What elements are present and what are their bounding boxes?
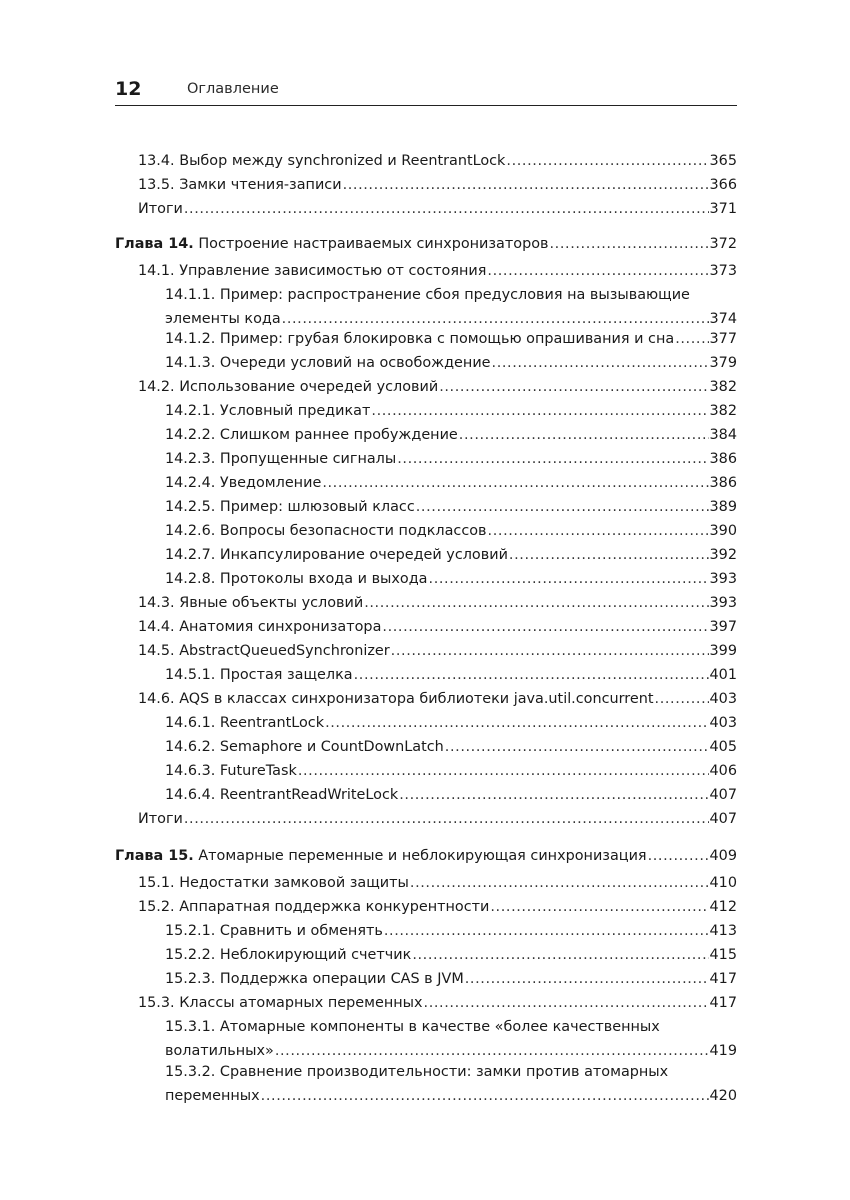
dot-leader bbox=[439, 375, 708, 399]
toc-entry[interactable] bbox=[165, 943, 737, 967]
toc-entry-page: 413 bbox=[709, 923, 737, 939]
running-title: Оглавление bbox=[187, 81, 279, 97]
dot-leader bbox=[459, 423, 709, 447]
toc-entry-page: 412 bbox=[709, 899, 737, 915]
toc-entry-label: 14.2.8. Протоколы входа и выхода bbox=[165, 571, 428, 587]
toc-entry-label: 14.6.1. ReentrantLock bbox=[165, 715, 325, 731]
toc-entry[interactable] bbox=[165, 351, 737, 375]
dot-leader bbox=[261, 1084, 709, 1108]
toc-entry[interactable] bbox=[165, 447, 737, 471]
toc-entry-label: 14.6.2. Semaphore и CountDownLatch bbox=[165, 739, 444, 755]
dot-leader bbox=[384, 919, 709, 943]
dot-leader bbox=[391, 639, 709, 663]
toc-entry-page: 417 bbox=[709, 971, 737, 987]
toc-entry-label: 15.2.1. Сравнить и обменять bbox=[165, 923, 383, 939]
toc-entry[interactable] bbox=[165, 567, 737, 591]
dot-leader bbox=[354, 663, 709, 687]
toc-entry[interactable] bbox=[165, 919, 737, 943]
toc-entry-page: 379 bbox=[709, 355, 737, 371]
toc-entry[interactable] bbox=[138, 197, 737, 221]
toc-entry[interactable] bbox=[138, 149, 737, 173]
toc-entry[interactable] bbox=[165, 543, 737, 567]
toc-chapter-entry[interactable] bbox=[115, 844, 737, 868]
toc-entry[interactable] bbox=[165, 711, 737, 735]
toc-chapter-entry[interactable] bbox=[115, 232, 737, 256]
toc-entry[interactable] bbox=[165, 423, 737, 447]
dot-leader bbox=[399, 783, 708, 807]
toc-entry-label: 14.6.4. ReentrantReadWriteLock bbox=[165, 787, 399, 803]
toc-entry-label: 14.4. Анатомия синхронизатора bbox=[138, 619, 382, 635]
toc-entry-page: 386 bbox=[709, 451, 737, 467]
toc-entry-label-line1: 14.1.1. Пример: распространение сбоя предусловия на вызывающие bbox=[165, 287, 690, 303]
toc-entry[interactable] bbox=[138, 615, 737, 639]
toc-entry-page: 377 bbox=[709, 331, 737, 347]
dot-leader bbox=[325, 711, 708, 735]
toc-entry[interactable] bbox=[165, 495, 737, 519]
toc-entry-label: 14.2. Использование очередей условий bbox=[138, 379, 439, 395]
dot-leader bbox=[322, 471, 708, 495]
dot-leader bbox=[397, 447, 708, 471]
toc-entry-page: 372 bbox=[709, 236, 737, 252]
toc-entry-label: переменных bbox=[165, 1088, 260, 1104]
toc-entry-label: 14.2.4. Уведомление bbox=[165, 475, 322, 491]
toc-entry-label: 15.1. Недостатки замковой защиты bbox=[138, 875, 409, 891]
dot-leader bbox=[445, 735, 709, 759]
toc-entry-page: 382 bbox=[709, 379, 737, 395]
dot-leader bbox=[509, 543, 709, 567]
toc-entry-page: 392 bbox=[709, 547, 737, 563]
dot-leader bbox=[488, 519, 709, 543]
toc-entry-page: 406 bbox=[709, 763, 737, 779]
toc-entry-page: 399 bbox=[709, 643, 737, 659]
toc-entry-label: элементы кода bbox=[165, 311, 281, 327]
dot-leader bbox=[429, 567, 709, 591]
toc-entry[interactable] bbox=[165, 519, 737, 543]
toc-entry-page: 403 bbox=[709, 715, 737, 731]
dot-leader bbox=[492, 351, 709, 375]
toc-entry-page: 390 bbox=[709, 523, 737, 539]
toc-entry-label: 14.5.1. Простая защелка bbox=[165, 667, 353, 683]
dot-leader bbox=[424, 991, 709, 1015]
toc-entry-page: 415 bbox=[709, 947, 737, 963]
toc-entry-page: 393 bbox=[709, 571, 737, 587]
toc-entry-page: 407 bbox=[709, 811, 737, 827]
toc-entry-label: Итоги bbox=[138, 201, 183, 217]
toc-entry-page: 405 bbox=[709, 739, 737, 755]
toc-entry[interactable] bbox=[138, 991, 737, 1015]
toc-entry-label: 15.3. Классы атомарных переменных bbox=[138, 995, 423, 1011]
toc-entry-page: 410 bbox=[709, 875, 737, 891]
toc-entry-label-line1: 15.3.2. Сравнение производительности: замки против атомарных bbox=[165, 1064, 669, 1080]
toc-entry-page: 366 bbox=[709, 177, 737, 193]
toc-entry-label: 15.2.2. Неблокирующий счетчик bbox=[165, 947, 412, 963]
toc-entry-label: 14.3. Явные объекты условий bbox=[138, 595, 364, 611]
dot-leader bbox=[550, 232, 709, 256]
toc-entry[interactable] bbox=[138, 807, 737, 831]
toc-entry[interactable] bbox=[165, 967, 737, 991]
running-header bbox=[115, 78, 737, 106]
dot-leader bbox=[298, 759, 709, 783]
toc-entry[interactable] bbox=[138, 591, 737, 615]
toc-entry-label: Построение настраиваемых синхронизаторов bbox=[193, 236, 549, 252]
toc-entry-label: Итоги bbox=[138, 811, 183, 827]
toc-entry-label: 14.2.3. Пропущенные сигналы bbox=[165, 451, 397, 467]
dot-leader bbox=[412, 943, 708, 967]
toc-entry-page: 389 bbox=[709, 499, 737, 515]
toc-entry-label: волатильных» bbox=[165, 1043, 274, 1059]
toc-entry-label: 14.1.3. Очереди условий на освобождение bbox=[165, 355, 491, 371]
toc-entry-label: 14.1.2. Пример: грубая блокировка с помощью опрашивания и сна bbox=[165, 331, 675, 347]
toc-entry[interactable] bbox=[165, 471, 737, 495]
toc-entry-label: 14.6.3. FutureTask bbox=[165, 763, 297, 779]
toc-entry-label: 14.1. Управление зависимостью от состояния bbox=[138, 263, 487, 279]
toc-entry[interactable] bbox=[138, 173, 737, 197]
toc-entry-label: 13.5. Замки чтения-записи bbox=[138, 177, 342, 193]
dot-leader bbox=[364, 591, 708, 615]
toc-entry[interactable] bbox=[165, 399, 737, 423]
toc-entry[interactable] bbox=[165, 759, 737, 783]
toc-entry-page: 371 bbox=[709, 201, 737, 217]
toc-entry-page: 417 bbox=[709, 995, 737, 1011]
toc-entry-page: 373 bbox=[709, 263, 737, 279]
chapter-prefix: Глава 15. bbox=[115, 848, 194, 864]
toc-entry-label: 15.2.3. Поддержка операции CAS в JVM bbox=[165, 971, 464, 987]
toc-entry-page: 409 bbox=[709, 848, 737, 864]
dot-leader bbox=[655, 687, 709, 711]
dot-leader bbox=[410, 871, 709, 895]
toc-entry-page: 419 bbox=[709, 1043, 737, 1059]
toc-entry[interactable] bbox=[138, 375, 737, 399]
toc-entry-page: 407 bbox=[709, 787, 737, 803]
toc-entry[interactable] bbox=[165, 327, 737, 351]
dot-leader bbox=[506, 149, 708, 173]
toc-entry-label-line1: 15.3.1. Атомарные компоненты в качестве «более качественных bbox=[165, 1019, 660, 1035]
toc-entry-page: 382 bbox=[709, 403, 737, 419]
toc-entry[interactable] bbox=[165, 1060, 737, 1108]
toc-entry-label: 14.2.1. Условный предикат bbox=[165, 403, 371, 419]
dot-leader bbox=[487, 259, 708, 283]
toc-entry[interactable] bbox=[138, 871, 737, 895]
toc-entry-page: 420 bbox=[709, 1088, 737, 1104]
toc-entry-page: 393 bbox=[709, 595, 737, 611]
toc-entry-label: 14.6. AQS в классах синхронизатора библиотеки java.util.concurrent bbox=[138, 691, 654, 707]
dot-leader bbox=[648, 844, 709, 868]
dot-leader bbox=[416, 495, 709, 519]
toc-entry[interactable] bbox=[138, 639, 737, 663]
toc-entry-label: 14.2.6. Вопросы безопасности подклассов bbox=[165, 523, 487, 539]
chapter-prefix: Глава 14. bbox=[115, 236, 194, 252]
dot-leader bbox=[184, 807, 709, 831]
dot-leader bbox=[490, 895, 708, 919]
toc-entry-label: 14.5. AbstractQueuedSynchronizer bbox=[138, 643, 390, 659]
toc-entry-page: 374 bbox=[709, 311, 737, 327]
toc-entry[interactable] bbox=[165, 1015, 737, 1063]
dot-leader bbox=[343, 173, 709, 197]
toc-entry[interactable] bbox=[138, 259, 737, 283]
toc-entry-page: 365 bbox=[709, 153, 737, 169]
toc-entry-label: Атомарные переменные и неблокирующая синхронизация bbox=[193, 848, 647, 864]
toc-entry-label: 14.2.7. Инкапсулирование очередей условий bbox=[165, 547, 508, 563]
toc-entry[interactable] bbox=[165, 783, 737, 807]
toc-entry-label: 14.2.2. Слишком раннее пробуждение bbox=[165, 427, 458, 443]
toc-entry[interactable] bbox=[138, 687, 737, 711]
page-number: 12 bbox=[115, 78, 142, 100]
toc-entry-label: 13.4. Выбор между synchronized и ReentrantLock bbox=[138, 153, 506, 169]
toc-entry[interactable] bbox=[165, 735, 737, 759]
dot-leader bbox=[382, 615, 708, 639]
dot-leader bbox=[465, 967, 709, 991]
toc-entry-page: 403 bbox=[709, 691, 737, 707]
toc-entry[interactable] bbox=[138, 895, 737, 919]
toc-entry[interactable] bbox=[165, 663, 737, 687]
toc-entry-page: 397 bbox=[709, 619, 737, 635]
toc-entry-label: 14.2.5. Пример: шлюзовый класс bbox=[165, 499, 415, 515]
toc-entry-page: 401 bbox=[709, 667, 737, 683]
toc-entry-page: 386 bbox=[709, 475, 737, 491]
toc-entry-page: 384 bbox=[709, 427, 737, 443]
toc-entry-label: 15.2. Аппаратная поддержка конкурентности bbox=[138, 899, 490, 915]
dot-leader bbox=[675, 327, 708, 351]
dot-leader bbox=[184, 197, 709, 221]
dot-leader bbox=[371, 399, 708, 423]
toc-entry[interactable] bbox=[165, 283, 737, 331]
